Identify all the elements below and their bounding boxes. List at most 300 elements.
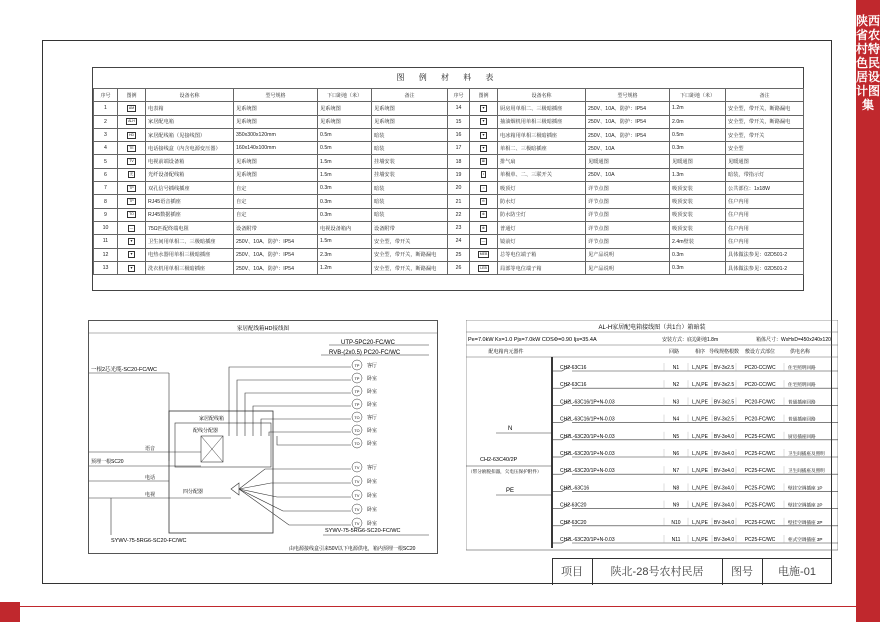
legend-cell-h: 吸顶安装 bbox=[670, 195, 726, 208]
legend-symbol-icon: ⊛ bbox=[482, 212, 485, 217]
legend-cell-note: 挂墙安装 bbox=[372, 155, 448, 168]
legend-row bbox=[94, 195, 804, 208]
outlet-lower bbox=[352, 490, 377, 500]
legend-cell-h: 吸顶安装 bbox=[670, 221, 726, 234]
outlet-symbol-icon: TO bbox=[354, 416, 360, 420]
circuit-wire: BV-3x4.0 bbox=[713, 485, 735, 492]
circuit-breaker: CH2L-63C20/1P+N-0.03 bbox=[560, 468, 615, 475]
legend-symbol-icon: — bbox=[481, 238, 486, 243]
circuit-use: 厨房插座回路 bbox=[788, 433, 816, 439]
label-project: 项目 bbox=[561, 566, 583, 578]
circuit-use: 普通插座回路 bbox=[788, 416, 816, 422]
utp-cable-line bbox=[237, 380, 351, 436]
utp-cable-label: UTP-5PC20-FC/WC bbox=[341, 340, 396, 346]
legend-cell-name: RJ45数据插座 bbox=[146, 208, 234, 221]
outlet-room: 卧室 bbox=[367, 441, 378, 447]
hd-wiring-svg bbox=[89, 321, 437, 553]
utp-cable-line bbox=[229, 367, 351, 436]
legend-cell-h: 1.3m bbox=[670, 168, 726, 181]
legend-row bbox=[94, 248, 804, 261]
circuit-row bbox=[552, 501, 838, 509]
legend-cell-name: 排气扇 bbox=[498, 155, 586, 168]
fiber-incoming-label: 一根2芯光缆-SC20-FC/WC bbox=[91, 367, 158, 373]
legend-cell-no: 13 bbox=[94, 261, 118, 274]
circuit-no: N4 bbox=[672, 416, 680, 423]
legend-cell-no: 22 bbox=[448, 208, 470, 221]
legend-header: 图例 bbox=[470, 89, 498, 102]
circuit-breaker: CH2L-63C16 bbox=[560, 485, 590, 492]
circuit-breaker: CH2-63C16 bbox=[560, 382, 587, 389]
outlet-upper bbox=[352, 373, 377, 383]
legend-cell-sym bbox=[470, 142, 498, 155]
circuit-row bbox=[552, 432, 838, 440]
outlet-room: 卧室 bbox=[367, 479, 378, 485]
circuit-use: 壁挂空调插座 1P bbox=[788, 485, 823, 491]
circuit-row bbox=[552, 380, 838, 388]
legend-cell-h: 0.3m bbox=[318, 182, 372, 195]
legend-cell-h: 0.3m bbox=[670, 142, 726, 155]
legend-cell-note: 暗装 bbox=[372, 182, 448, 195]
load-params: Pe=7.0kW Kx=1.0 Pjs=7.0kW COSΦ=0.90 Ijs=35.4A bbox=[468, 337, 597, 343]
circuit-wire: BV-3x4.0 bbox=[713, 519, 735, 526]
legend-cell-note: 安全型，带开关 bbox=[372, 235, 448, 248]
legend-cell-name: RJ45语音插座 bbox=[146, 195, 234, 208]
legend-header: 序号 bbox=[94, 89, 118, 102]
legend-cell-note: 住户内用 bbox=[726, 221, 804, 234]
legend-cell-sym bbox=[470, 168, 498, 181]
circuit-row bbox=[552, 483, 838, 491]
coax-label-2: SYWV-75-5RG6-SC20-FC/WC bbox=[325, 528, 401, 534]
outlet-room: 卧室 bbox=[367, 389, 378, 395]
legend-cell-name: 光纤设备配线箱 bbox=[146, 168, 234, 181]
legend-cell-note: 见系统图 bbox=[372, 115, 448, 128]
circuit-wire: BV-3x2.5 bbox=[713, 416, 735, 423]
legend-cell-spec: 见暖通图 bbox=[586, 155, 670, 168]
legend-cell-h: 吸顶安装 bbox=[670, 208, 726, 221]
legend-cell-name: 家居配电箱 bbox=[146, 115, 234, 128]
legend-cell-note: 暗装 bbox=[372, 208, 448, 221]
title-block bbox=[552, 558, 832, 585]
legend-cell-spec: 详节点图 bbox=[586, 195, 670, 208]
outlet-upper bbox=[352, 425, 377, 435]
legend-cell-h: 0.5m bbox=[318, 128, 372, 141]
legend-cell-name: 双孔信号插线插座 bbox=[146, 182, 234, 195]
corner-mark bbox=[0, 602, 20, 622]
legend-cell-name: 抽油烟机用单相三极暗插座 bbox=[498, 115, 586, 128]
legend-header: 型号规格 bbox=[586, 89, 670, 102]
legend-cell-spec: 250V、10A bbox=[586, 168, 670, 181]
legend-symbol-icon: TE bbox=[129, 145, 134, 150]
coax-cable-line bbox=[239, 483, 351, 489]
legend-header: 设备名称 bbox=[146, 89, 234, 102]
legend-cell-spec: 250V、10A、防护：IP54 bbox=[234, 248, 318, 261]
hd-box-title: 家居配线箱 bbox=[199, 416, 225, 422]
circuit-breaker: CH2L-63C20/1P+N-0.03 bbox=[560, 433, 615, 440]
circuit-phase: L,N,PE bbox=[692, 519, 708, 526]
outlet-lower bbox=[352, 518, 377, 528]
circuit-breaker: CH2-63C20 bbox=[560, 502, 587, 509]
utp-cable-line bbox=[261, 419, 351, 436]
circuit-laying: PC25-FC/WC bbox=[744, 451, 776, 457]
circuit-use: 柜式空调插座 3P bbox=[788, 537, 823, 542]
circuit-laying: PC25-FC/WC bbox=[744, 537, 776, 543]
column-header: 导线规格根数 bbox=[708, 349, 740, 355]
legend-cell-h: 0.3m bbox=[318, 195, 372, 208]
legend-cell-note: 具体做法参见：02D501-2 bbox=[726, 261, 804, 274]
legend-cell-spec: 见系统图 bbox=[234, 168, 318, 181]
utp-cable-line bbox=[277, 436, 351, 445]
legend-cell-spec: 见系统图 bbox=[234, 115, 318, 128]
legend-cell-spec: 250V、10A、防护：IP54 bbox=[586, 128, 670, 141]
legend-cell-no: 3 bbox=[94, 128, 118, 141]
circuit-row bbox=[552, 535, 838, 543]
outlet-symbol-icon: TP bbox=[354, 403, 360, 407]
circuit-wire: BV-3x2.5 bbox=[713, 399, 735, 406]
legend-row bbox=[94, 128, 804, 141]
install-method: 安装方式：底边距地1.8m bbox=[662, 337, 719, 343]
circuit-no: N2 bbox=[672, 382, 680, 389]
legend-cell-name: 电热水器用单相三极暗插座 bbox=[146, 248, 234, 261]
legend-table-frame bbox=[92, 67, 804, 291]
legend-cell-h: 见暖通图 bbox=[670, 155, 726, 168]
legend-cell-h: 1.2m bbox=[318, 261, 372, 274]
legend-cell-name: 电话接线盒（内含电源变压器） bbox=[146, 142, 234, 155]
circuit-no: N1 bbox=[672, 365, 680, 371]
legend-cell-note: 暗装，带指示灯 bbox=[726, 168, 804, 181]
legend-row bbox=[94, 102, 804, 115]
circuit-no: N5 bbox=[672, 433, 680, 440]
legend-cell-name: 防水灯 bbox=[498, 195, 586, 208]
legend-symbol-icon: TP bbox=[129, 199, 134, 204]
rvb-cable-label: RVB-(2x0.5) PC20-FC/WC bbox=[329, 350, 401, 356]
circuit-no: N8 bbox=[672, 485, 680, 492]
legend-body bbox=[94, 102, 804, 275]
circuit-phase: L,N,PE bbox=[692, 451, 708, 457]
bottom-rule bbox=[20, 606, 856, 607]
legend-cell-spec: 250V、10A、防护：IP54 bbox=[234, 235, 318, 248]
legend-cell-name: 家居配线箱（见接线图） bbox=[146, 128, 234, 141]
legend-cell-note: 具体做法参见：02D501-2 bbox=[726, 248, 804, 261]
alh-wiring-diagram bbox=[466, 320, 838, 560]
legend-cell-sym bbox=[118, 115, 146, 128]
legend-cell-spec: 250V、10A、防护：IP54 bbox=[586, 115, 670, 128]
legend-cell-spec: 详节点图 bbox=[586, 182, 670, 195]
legend-cell-no: 15 bbox=[448, 115, 470, 128]
legend-symbol-icon: TO bbox=[129, 212, 134, 217]
circuit-use: 住宅照明回路 bbox=[788, 365, 816, 370]
legend-cell-sym bbox=[470, 102, 498, 115]
outlet-room: 客厅 bbox=[367, 415, 378, 421]
legend-cell-no: 5 bbox=[94, 155, 118, 168]
legend-cell-name: 洗衣机用单相三极暗插座 bbox=[146, 261, 234, 274]
hd-footnote: 由电源接线盒引来50V以下电源供电，箱内预埋一根SC20 bbox=[289, 546, 416, 552]
legend-cell-h: 电视设备箱内 bbox=[318, 221, 372, 234]
circuit-phase: L,N,PE bbox=[692, 365, 708, 371]
legend-cell-no: 14 bbox=[448, 102, 470, 115]
legend-cell-spec: 自定 bbox=[234, 195, 318, 208]
legend-cell-spec: 见系统图 bbox=[234, 102, 318, 115]
alh-wiring-svg bbox=[466, 320, 838, 560]
legend-symbol-icon: ▼ bbox=[481, 132, 486, 137]
legend-cell-h: 1.5m bbox=[318, 155, 372, 168]
legend-cell-name: 镜前灯 bbox=[498, 235, 586, 248]
circuit-use: 普通插座回路 bbox=[788, 399, 816, 405]
legend-header: 序号 bbox=[448, 89, 470, 102]
circuit-phase: L,N,PE bbox=[692, 485, 708, 492]
outlet-symbol-icon: TP bbox=[354, 364, 360, 368]
legend-cell-sym bbox=[470, 208, 498, 221]
circuit-laying: PC20-CC/WC bbox=[744, 365, 776, 371]
legend-cell-no: 21 bbox=[448, 195, 470, 208]
legend-cell-spec: 160x140x100mm bbox=[234, 142, 318, 155]
legend-cell-no: 4 bbox=[94, 142, 118, 155]
legend-cell-no: 26 bbox=[448, 261, 470, 274]
four-splitter-label: 四分配器 bbox=[183, 489, 204, 495]
circuit-laying: PC25-FC/WC bbox=[744, 502, 776, 509]
legend-cell-sym bbox=[470, 221, 498, 234]
legend-cell-name: 局部等电位端子箱 bbox=[498, 261, 586, 274]
legend-symbol-icon: ⊖ bbox=[482, 199, 485, 204]
outlet-upper bbox=[352, 399, 377, 409]
outlet-lower bbox=[352, 476, 377, 486]
column-header: 相序 bbox=[694, 349, 706, 355]
pe-label: PE bbox=[506, 488, 515, 494]
legend-cell-sym bbox=[118, 195, 146, 208]
main-breaker-note: （带分励脱扣器，欠电压保护附件） bbox=[468, 469, 542, 474]
legend-cell-h: 0.3m bbox=[670, 248, 726, 261]
circuit-row bbox=[552, 363, 838, 371]
outlet-room: 卧室 bbox=[367, 493, 378, 499]
legend-row bbox=[94, 142, 804, 155]
legend-cell-sym bbox=[470, 115, 498, 128]
legend-header: 型号规格 bbox=[234, 89, 318, 102]
coax-label: SYWV-75-5RG6-SC20-FC/WC bbox=[111, 538, 187, 544]
outlet-symbol-icon: TO bbox=[354, 442, 360, 446]
outlet-symbol-icon: TP bbox=[354, 377, 360, 381]
legend-header: 设备名称 bbox=[498, 89, 586, 102]
circuit-phase: L,N,PE bbox=[692, 433, 708, 440]
outlet-upper bbox=[352, 386, 377, 396]
legend-cell-no: 9 bbox=[94, 208, 118, 221]
coax-cable-line bbox=[239, 489, 351, 497]
main-breaker: CH2-63C40/2P bbox=[480, 457, 518, 463]
legend-symbol-icon: 光 bbox=[129, 172, 134, 177]
circuit-use: 住宅照明回路 bbox=[788, 382, 816, 388]
legend-symbol-icon: TP bbox=[129, 185, 134, 190]
legend-cell-sym bbox=[118, 248, 146, 261]
legend-cell-no: 25 bbox=[448, 248, 470, 261]
legend-cell-spec: 见系统图 bbox=[234, 155, 318, 168]
utp-cable-line bbox=[269, 432, 351, 436]
legend-symbol-icon: ⊠ bbox=[482, 159, 485, 164]
circuit-breaker: CH2-63C16 bbox=[560, 365, 587, 371]
circuit-laying: PC20-FC/WC bbox=[744, 416, 776, 423]
circuit-row bbox=[552, 449, 838, 457]
legend-row bbox=[94, 221, 804, 234]
outlet-symbol-icon: TV bbox=[354, 522, 360, 526]
legend-cell-name: 电表箱 bbox=[146, 102, 234, 115]
circuit-laying: PC25-FC/WC bbox=[744, 468, 776, 475]
legend-cell-spec: 250V、10A bbox=[586, 142, 670, 155]
circuit-laying: PC25-FC/WC bbox=[744, 485, 776, 492]
circuit-breaker: CH2L-63C16/1P+N-0.03 bbox=[560, 416, 615, 423]
legend-symbol-icon: TV bbox=[129, 159, 134, 164]
legend-cell-spec: 详节点图 bbox=[586, 221, 670, 234]
legend-header-row bbox=[94, 89, 804, 102]
circuit-use: 卫生间插座及照明 bbox=[788, 468, 825, 474]
legend-cell-note: 挂墙安装 bbox=[372, 168, 448, 181]
legend-symbol-icon: — bbox=[129, 225, 134, 230]
tv-label: 电视 bbox=[145, 492, 156, 498]
legend-row bbox=[94, 208, 804, 221]
legend-cell-name: 厨房用单相二、三极暗插座 bbox=[498, 102, 586, 115]
circuit-laying: PC20-CC/WC bbox=[744, 382, 776, 389]
legend-cell-no: 18 bbox=[448, 155, 470, 168]
legend-symbol-icon: ⊗ bbox=[482, 225, 485, 230]
legend-title: 图 例 材 料 表 bbox=[396, 73, 500, 82]
circuit-laying: PC25-FC/WC bbox=[744, 433, 776, 440]
outlet-lower bbox=[352, 462, 377, 472]
neutral-label: N bbox=[508, 426, 513, 432]
legend-cell-name: 总等电位端子箱 bbox=[498, 248, 586, 261]
legend-cell-spec: 350x300x120mm bbox=[234, 128, 318, 141]
circuit-phase: L,N,PE bbox=[692, 537, 708, 543]
legend-cell-no: 11 bbox=[94, 235, 118, 248]
legend-cell-note: 暗装 bbox=[372, 195, 448, 208]
legend-header: 备注 bbox=[726, 89, 804, 102]
legend-cell-note: 公共部位：1x18W bbox=[726, 182, 804, 195]
circuit-phase: L,N,PE bbox=[692, 399, 708, 406]
legend-cell-note: 安全型，带开关 bbox=[726, 128, 804, 141]
legend-symbol-icon: ▼ bbox=[129, 265, 134, 270]
coax-cable-line bbox=[239, 489, 351, 525]
legend-cell-h: 见系统图 bbox=[318, 102, 372, 115]
circuit-no: N7 bbox=[672, 468, 680, 475]
phone-preburied-label: 预埋一根SC20 bbox=[91, 459, 124, 465]
utp-cable-line bbox=[253, 406, 351, 436]
legend-cell-sym bbox=[118, 261, 146, 274]
legend-cell-sym bbox=[470, 195, 498, 208]
circuit-phase: L,N,PE bbox=[692, 416, 708, 423]
legend-cell-note: 安全型，带开关，断路漏电 bbox=[372, 248, 448, 261]
hd-wiring-diagram bbox=[88, 320, 438, 554]
legend-symbol-icon: ▼ bbox=[129, 238, 134, 243]
legend-cell-spec: 设备附带 bbox=[234, 221, 318, 234]
circuit-use: 壁挂空调插座 2P bbox=[788, 502, 823, 508]
legend-symbol-icon: ○ bbox=[482, 185, 485, 190]
legend-cell-spec: 见产品说明 bbox=[586, 261, 670, 274]
legend-cell-h: 0.3m bbox=[670, 261, 726, 274]
legend-cell-sym bbox=[470, 261, 498, 274]
circuit-row bbox=[552, 466, 838, 474]
label-drawing-no: 图号 bbox=[731, 566, 753, 578]
legend-cell-no: 16 bbox=[448, 128, 470, 141]
circuit-row bbox=[552, 397, 838, 405]
legend-cell-h: 2.3m bbox=[318, 248, 372, 261]
legend-cell-h: 吸顶安装 bbox=[670, 182, 726, 195]
outlet-room: 卧室 bbox=[367, 507, 378, 513]
legend-symbol-icon: ▼ bbox=[129, 252, 134, 257]
legend-cell-no: 24 bbox=[448, 235, 470, 248]
circuit-wire: BV-3x4.0 bbox=[713, 502, 735, 509]
legend-cell-note: 安全型，带开关，断路漏电 bbox=[726, 115, 804, 128]
circuit-no: N10 bbox=[671, 519, 681, 526]
circuit-row bbox=[552, 415, 838, 423]
legend-cell-no: 7 bbox=[94, 182, 118, 195]
circuit-no: N6 bbox=[672, 451, 680, 457]
circuit-wire: BV-3x4.0 bbox=[713, 433, 735, 440]
circuit-wire: BV-3x4.0 bbox=[713, 451, 735, 457]
outlet-room: 客厅 bbox=[367, 363, 378, 369]
legend-header: 图例 bbox=[118, 89, 146, 102]
phone-label: 电话 bbox=[145, 475, 156, 481]
legend-symbol-icon: • bbox=[482, 172, 485, 177]
legend-cell-note: 见暖通图 bbox=[726, 155, 804, 168]
circuit-wire: BV-3x4.0 bbox=[713, 468, 735, 475]
legend-cell-h: 1.5m bbox=[318, 235, 372, 248]
legend-cell-name: 单相二、三极暗插座 bbox=[498, 142, 586, 155]
legend-cell-note: 安全型，带开关，断路漏电 bbox=[726, 102, 804, 115]
legend-cell-h: 1.5m bbox=[318, 168, 372, 181]
legend-cell-h: 0.3m bbox=[318, 208, 372, 221]
sidebar bbox=[856, 0, 880, 622]
legend-cell-sym bbox=[470, 155, 498, 168]
legend-cell-name: 75Ω匹配终端电阻 bbox=[146, 221, 234, 234]
legend-cell-no: 2 bbox=[94, 115, 118, 128]
legend-cell-name: 电冰箱用单相三极暗插座 bbox=[498, 128, 586, 141]
outlet-room: 卧室 bbox=[367, 376, 378, 382]
legend-cell-no: 20 bbox=[448, 182, 470, 195]
circuit-breaker: CH2-63C20 bbox=[560, 519, 587, 526]
outlet-room: 卧室 bbox=[367, 402, 378, 408]
legend-symbol-icon: ▼ bbox=[481, 105, 486, 110]
drawing-no: 电施-01 bbox=[778, 566, 816, 578]
legend-cell-h: 0.5m bbox=[670, 128, 726, 141]
legend-row bbox=[94, 115, 804, 128]
legend-row bbox=[94, 168, 804, 181]
legend-cell-sym bbox=[118, 168, 146, 181]
legend-symbol-icon: ALH bbox=[128, 119, 135, 124]
outlet-symbol-icon: TV bbox=[354, 494, 360, 498]
legend-cell-spec: 详节点图 bbox=[586, 208, 670, 221]
outlet-lower bbox=[352, 504, 377, 514]
legend-cell-sym bbox=[470, 235, 498, 248]
outlet-upper bbox=[352, 438, 377, 448]
outlet-room: 卧室 bbox=[367, 428, 378, 434]
legend-symbol-icon: AM bbox=[128, 105, 135, 110]
legend-cell-sym bbox=[470, 128, 498, 141]
legend-cell-spec: 250V、10A、防护：IP54 bbox=[234, 261, 318, 274]
circuit-row bbox=[552, 518, 838, 526]
circuit-wire: BV-3x2.5 bbox=[713, 382, 735, 389]
outlet-upper bbox=[352, 412, 377, 422]
legend-symbol-icon: MEB bbox=[479, 252, 488, 257]
legend-header: 下口距地（米） bbox=[670, 89, 726, 102]
legend-cell-sym bbox=[118, 155, 146, 168]
legend-cell-sym bbox=[470, 248, 498, 261]
circuit-breaker: CH2L-63C20/1P+N-0.03 bbox=[560, 451, 615, 457]
legend-cell-h: 0.5m bbox=[318, 142, 372, 155]
legend-cell-note: 暗装 bbox=[372, 128, 448, 141]
legend-cell-note: 住户内用 bbox=[726, 195, 804, 208]
legend-cell-no: 19 bbox=[448, 168, 470, 181]
outlet-symbol-icon: TO bbox=[354, 429, 360, 433]
legend-symbol-icon: HD bbox=[128, 132, 135, 137]
legend-cell-sym bbox=[118, 142, 146, 155]
legend-cell-spec: 自定 bbox=[234, 182, 318, 195]
circuit-laying: PC25-FC/WC bbox=[744, 519, 776, 526]
legend-cell-sym bbox=[118, 208, 146, 221]
